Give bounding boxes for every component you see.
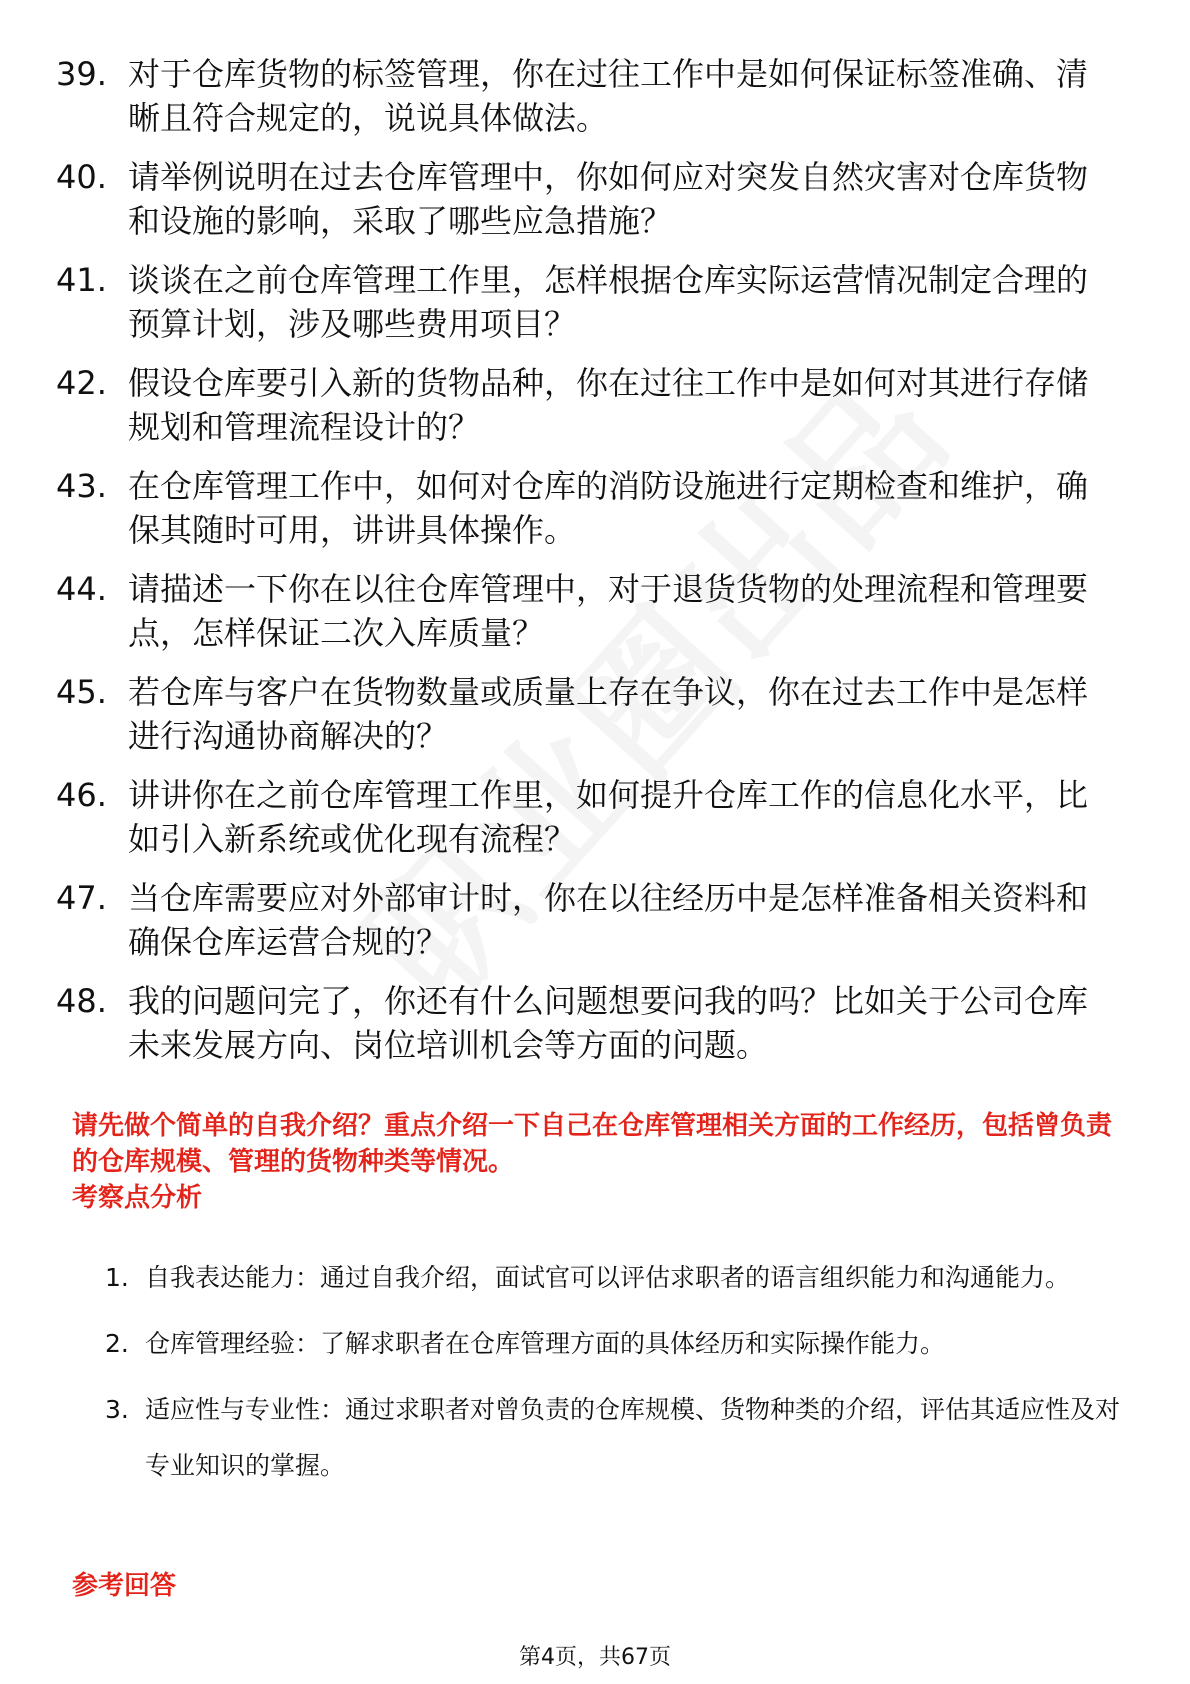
question-text: 若仓库与客户在货物数量或质量上存在争议，你在过去工作中是怎样进行沟通协商解决的？ — [128, 673, 1089, 755]
question-text: 当仓库需要应对外部审计时，你在以往经历中是怎样准备相关资料和确保仓库运营合规的？ — [128, 879, 1089, 961]
question-text: 请举例说明在过去仓库管理中，你如何应对突发自然灾害对仓库货物和设施的影响，采取了哪些应急措施？ — [128, 158, 1089, 240]
reference-answer-heading: 参考回答 — [72, 1571, 177, 1601]
question-number: 43. — [56, 467, 107, 505]
question-item — [56, 979, 1116, 1067]
analysis-item — [105, 1382, 1125, 1494]
question-number: 46. — [56, 776, 107, 814]
analysis-heading: 考察点分析 — [72, 1183, 203, 1213]
question-item — [56, 464, 1116, 552]
question-item — [56, 52, 1116, 140]
question-item — [56, 773, 1116, 861]
page-footer: 第4页，共67页 — [519, 1645, 671, 1670]
analysis-text: 自我表达能力：通过自我介绍，面试官可以评估求职者的语言组织能力和沟通能力。 — [145, 1263, 1071, 1292]
analysis-item — [105, 1250, 1125, 1306]
question-item — [56, 876, 1116, 964]
question-text: 谈谈在之前仓库管理工作里，怎样根据仓库实际运营情况制定合理的预算计划，涉及哪些费用项目？ — [128, 261, 1089, 343]
analysis-text: 仓库管理经验：了解求职者在仓库管理方面的具体经历和实际操作能力。 — [145, 1329, 946, 1358]
question-number: 42. — [56, 364, 107, 402]
question-text: 在仓库管理工作中，如何对仓库的消防设施进行定期检查和维护，确保其随时可用，讲讲具体操作。 — [128, 467, 1089, 549]
question-number: 40. — [56, 158, 107, 196]
question-list — [56, 52, 1116, 1082]
question-number: 48. — [56, 982, 107, 1020]
analysis-text: 适应性与专业性：通过求职者对曾负责的仓库规模、货物种类的介绍，评估其适应性及对专业知识的掌握。 — [145, 1395, 1121, 1480]
question-number: 45. — [56, 673, 107, 711]
question-number: 44. — [56, 570, 107, 608]
analysis-number: 3. — [105, 1395, 129, 1424]
question-text: 对于仓库货物的标签管理，你在过往工作中是如何保证标签准确、清晰且符合规定的，说说具体做法。 — [128, 55, 1089, 137]
question-text: 假设仓库要引入新的货物品种，你在过往工作中是如何对其进行存储规划和管理流程设计的？ — [128, 364, 1089, 446]
highlight-question: 请先做个简单的自我介绍？重点介绍一下自己在仓库管理相关方面的工作经历，包括曾负责的仓库规模、管理的货物种类等情况。 — [72, 1111, 1113, 1177]
analysis-list — [105, 1250, 1125, 1504]
question-item — [56, 361, 1116, 449]
question-text: 讲讲你在之前仓库管理工作里，如何提升仓库工作的信息化水平，比如引入新系统或优化现有流程？ — [128, 776, 1089, 858]
question-number: 39. — [56, 55, 107, 93]
question-number: 41. — [56, 261, 107, 299]
question-text: 我的问题问完了，你还有什么问题想要问我的吗？比如关于公司仓库未来发展方向、岗位培训机会等方面的问题。 — [128, 982, 1089, 1064]
analysis-number: 1. — [105, 1263, 129, 1292]
question-item — [56, 567, 1116, 655]
analysis-number: 2. — [105, 1329, 129, 1358]
analysis-item — [105, 1316, 1125, 1372]
question-item — [56, 258, 1116, 346]
question-item — [56, 670, 1116, 758]
question-number: 47. — [56, 879, 107, 917]
question-item — [56, 155, 1116, 243]
question-text: 请描述一下你在以往仓库管理中，对于退货货物的处理流程和管理要点，怎样保证二次入库质量？ — [128, 570, 1089, 652]
